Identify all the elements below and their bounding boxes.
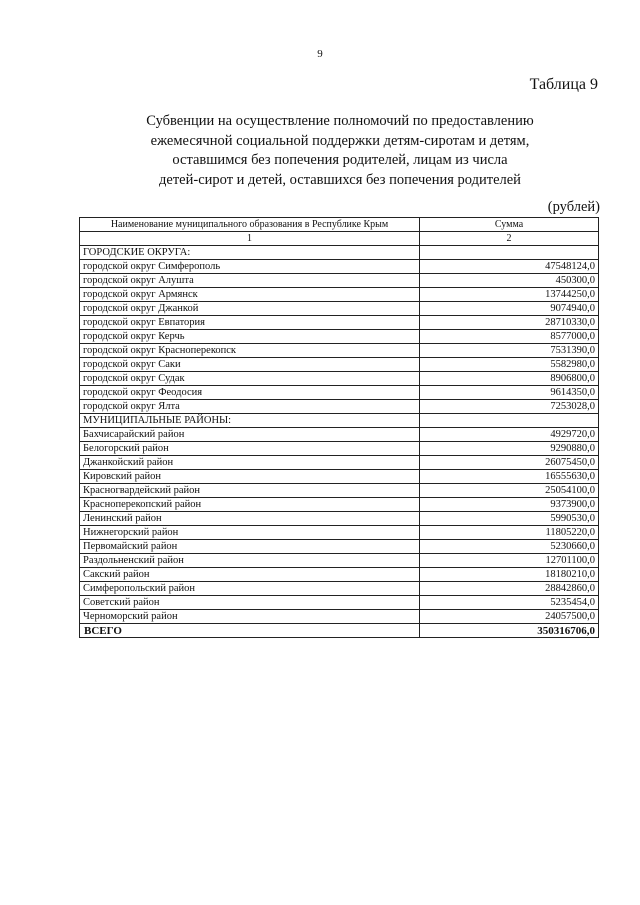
row-name: Кировский район: [80, 470, 420, 484]
row-amount: 5582980,0: [420, 358, 599, 372]
row-name: Нижнегорский район: [80, 526, 420, 540]
table-row: [80, 456, 599, 470]
row-name: Советский район: [80, 596, 420, 610]
row-name: Ленинский район: [80, 512, 420, 526]
row-amount: 450300,0: [420, 274, 599, 288]
row-amount: 12701100,0: [420, 554, 599, 568]
row-amount: 28842860,0: [420, 582, 599, 596]
column-number: 2: [420, 232, 599, 246]
table-row: [80, 302, 599, 316]
row-name: городской округ Евпатория: [80, 316, 420, 330]
row-amount: 13744250,0: [420, 288, 599, 302]
row-name: Красноперекопский район: [80, 498, 420, 512]
row-amount: 47548124,0: [420, 260, 599, 274]
table-row: [80, 484, 599, 498]
row-name: городской округ Ялта: [80, 400, 420, 414]
row-amount: 9074940,0: [420, 302, 599, 316]
table-row: [80, 288, 599, 302]
table-row: [80, 610, 599, 624]
row-amount: 24057500,0: [420, 610, 599, 624]
row-name: Первомайский район: [80, 540, 420, 554]
table-row: [80, 568, 599, 582]
table-row: [80, 274, 599, 288]
table-header-row: [80, 218, 599, 232]
row-name: городской округ Феодосия: [80, 386, 420, 400]
table-row: [80, 554, 599, 568]
row-name: городской округ Судак: [80, 372, 420, 386]
column-header-amount: Сумма: [420, 218, 599, 232]
row-name: городской округ Джанкой: [80, 302, 420, 316]
row-name: Черноморский район: [80, 610, 420, 624]
row-name: городской округ Алушта: [80, 274, 420, 288]
title-line: оставшимся без попечения родителей, лицам из числа: [172, 152, 508, 168]
row-amount: 11805220,0: [420, 526, 599, 540]
row-name: МУНИЦИПАЛЬНЫЕ РАЙОНЫ:: [80, 414, 420, 428]
row-amount: 18180210,0: [420, 568, 599, 582]
document-title: [80, 112, 600, 190]
row-amount: 9614350,0: [420, 386, 599, 400]
row-amount: 8577000,0: [420, 330, 599, 344]
column-number-row: [80, 232, 599, 246]
row-amount: 8906800,0: [420, 372, 599, 386]
row-name: Сакский район: [80, 568, 420, 582]
table-row: [80, 246, 599, 260]
table-row: [80, 470, 599, 484]
row-amount: 16555630,0: [420, 470, 599, 484]
row-amount: 26075450,0: [420, 456, 599, 470]
subsidy-table: [79, 217, 599, 638]
title-line: Субвенции на осуществление полномочий по предоставлению: [146, 113, 534, 129]
total-label: ВСЕГО: [80, 624, 420, 638]
page-number: 9: [317, 48, 323, 60]
table-row: [80, 596, 599, 610]
row-name: городской округ Симферополь: [80, 260, 420, 274]
row-amount: 4929720,0: [420, 428, 599, 442]
row-name: Красногвардейский район: [80, 484, 420, 498]
row-name: ГОРОДСКИЕ ОКРУГА:: [80, 246, 420, 260]
row-amount: 7253028,0: [420, 400, 599, 414]
table-row: [80, 414, 599, 428]
column-header-name: Наименование муниципального образования в Республике Крым: [80, 218, 420, 232]
table-row: [80, 400, 599, 414]
table-row: [80, 498, 599, 512]
row-amount: [420, 246, 599, 260]
table-row: [80, 540, 599, 554]
units-label: (рублей): [547, 199, 600, 215]
table-row: [80, 330, 599, 344]
row-name: Раздольненский район: [80, 554, 420, 568]
table-row: [80, 358, 599, 372]
row-name: Белогорский район: [80, 442, 420, 456]
table-label: Таблица 9: [529, 76, 598, 93]
row-amount: 25054100,0: [420, 484, 599, 498]
row-name: городской округ Саки: [80, 358, 420, 372]
table-row: [80, 260, 599, 274]
total-row: [80, 624, 599, 638]
table-row: [80, 582, 599, 596]
table-row: [80, 512, 599, 526]
row-amount: 9290880,0: [420, 442, 599, 456]
table-row: [80, 526, 599, 540]
row-name: городской округ Армянск: [80, 288, 420, 302]
column-number: 1: [80, 232, 420, 246]
table-row: [80, 428, 599, 442]
title-line: ежемесячной социальной поддержки детям-сиротам и детям,: [150, 132, 530, 149]
row-amount: 28710330,0: [420, 316, 599, 330]
table-row: [80, 316, 599, 330]
row-amount: 5230660,0: [420, 540, 599, 554]
table-row: [80, 442, 599, 456]
row-amount: 9373900,0: [420, 498, 599, 512]
table-row: [80, 344, 599, 358]
row-amount: 5990530,0: [420, 512, 599, 526]
row-name: городской округ Керчь: [80, 330, 420, 344]
row-amount: [420, 414, 599, 428]
row-name: городской округ Красноперекопск: [80, 344, 420, 358]
row-name: Джанкойский район: [80, 456, 420, 470]
row-name: Симферопольский район: [80, 582, 420, 596]
row-name: Бахчисарайский район: [80, 428, 420, 442]
table-row: [80, 372, 599, 386]
table-row: [80, 386, 599, 400]
row-amount: 5235454,0: [420, 596, 599, 610]
total-amount: 350316706,0: [420, 624, 599, 638]
title-line: детей-сирот и детей, оставшихся без попечения родителей: [159, 171, 521, 188]
row-amount: 7531390,0: [420, 344, 599, 358]
